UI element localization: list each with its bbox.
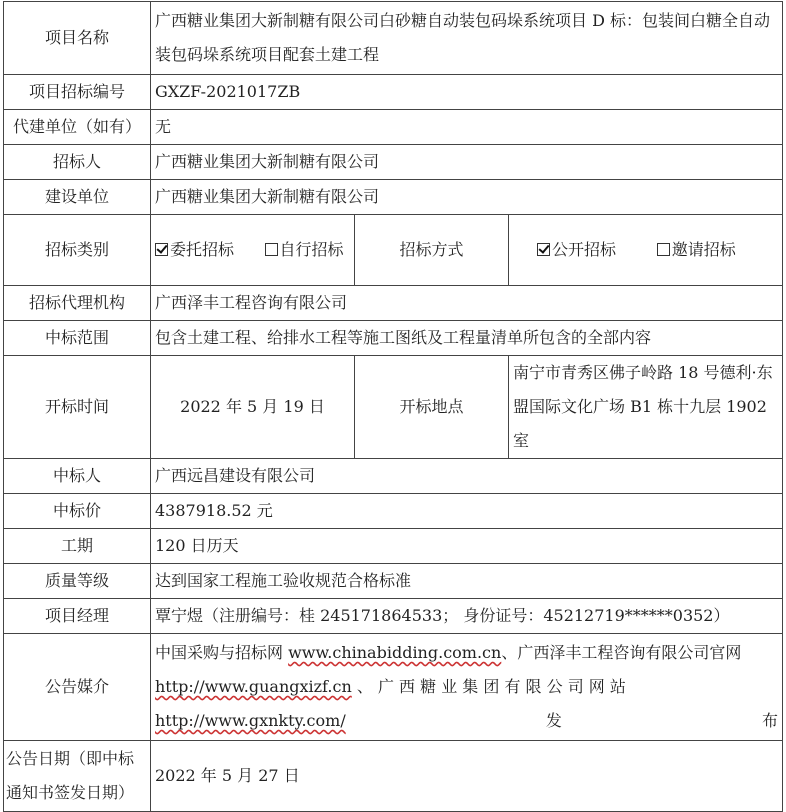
tender-type-options (151, 215, 355, 286)
row-tender-no (4, 75, 783, 110)
media-value (151, 634, 783, 741)
opening-date: 2022 年 5 月 19 日 (151, 356, 355, 459)
row-agency (4, 286, 783, 321)
media-text-4: 发布 (345, 711, 778, 730)
option-entrusted[interactable] (155, 240, 234, 259)
period-value: 120 日历天 (151, 529, 783, 564)
notice-date-label: 公告日期（即中标通知书签发日期） (4, 741, 151, 812)
opening-place-label: 开标地点 (355, 356, 509, 459)
tender-method-label: 招标方式 (355, 215, 509, 286)
tender-no-label: 项目招标编号 (4, 75, 151, 110)
media-text-2: 、广西泽丰工程咨询有限公司官网 (501, 643, 742, 662)
media-link-chinabidding[interactable]: www.chinabidding.com.cn (288, 643, 502, 662)
scope-label: 中标范围 (4, 321, 151, 356)
row-quality (4, 564, 783, 599)
media-label: 公告媒介 (4, 634, 151, 741)
scope-value: 包含土建工程、给排水工程等施工图纸及工程量清单所包含的全部内容 (151, 321, 783, 356)
quality-value: 达到国家工程施工验收规范合格标准 (151, 564, 783, 599)
builder-label: 建设单位 (4, 180, 151, 215)
row-notice-date (4, 741, 783, 812)
agency-label: 招标代理机构 (4, 286, 151, 321)
opening-place: 南宁市青秀区佛子岭路 18 号德利·东盟国际文化广场 B1 栋十九层 1902 室 (509, 356, 783, 459)
option-invite-label: 邀请招标 (671, 240, 736, 259)
tender-method-options (509, 215, 783, 286)
agent-unit-value: 无 (151, 110, 783, 145)
agency-value: 广西泽丰工程咨询有限公司 (151, 286, 783, 321)
price-label: 中标价 (4, 494, 151, 529)
manager-value: 覃宁煜（注册编号：桂 245171864533； 身份证号：45212719******0352） (151, 599, 783, 634)
row-project-name (4, 2, 783, 75)
builder-value: 广西糖业集团大新制糖有限公司 (151, 180, 783, 215)
project-name-value: 广西糖业集团大新制糖有限公司白砂糖自动装包码垛系统项目 D 标：包装间白糖全自动装包码垛系统项目配套土建工程 (151, 2, 783, 75)
row-agent-unit (4, 110, 783, 145)
option-open[interactable] (537, 240, 616, 259)
option-open-label: 公开招标 (552, 240, 617, 259)
project-name-label: 项目名称 (4, 2, 151, 75)
row-tenderer (4, 145, 783, 180)
tenderer-value: 广西糖业集团大新制糖有限公司 (151, 145, 783, 180)
option-entrusted-label: 委托招标 (170, 240, 235, 259)
tenderer-label: 招标人 (4, 145, 151, 180)
row-opening (4, 356, 783, 459)
tender-type-label: 招标类别 (4, 215, 151, 286)
media-link-gxnkty[interactable]: http://www.gxnkty.com/ (155, 711, 346, 730)
bid-result-table (3, 1, 783, 812)
row-scope (4, 321, 783, 356)
manager-label: 项目经理 (4, 599, 151, 634)
checkbox-checked-icon (537, 243, 550, 256)
checkbox-checked-icon (155, 243, 168, 256)
option-self-label: 自行招标 (279, 240, 344, 259)
opening-label: 开标时间 (4, 356, 151, 459)
checkbox-empty-icon (657, 243, 670, 256)
row-builder (4, 180, 783, 215)
checkbox-empty-icon[interactable] (265, 243, 278, 256)
media-text-1: 中国采购与招标网 (155, 643, 289, 662)
media-text-3: 、 广 西 糖 业 集 团 有 限 公 司 网 站 (351, 677, 626, 696)
row-winner (4, 459, 783, 494)
winner-value: 广西远昌建设有限公司 (151, 459, 783, 494)
notice-date-value: 2022 年 5 月 27 日 (151, 741, 783, 812)
row-manager (4, 599, 783, 634)
option-invite[interactable] (657, 240, 736, 259)
price-value: 4387918.52 元 (151, 494, 783, 529)
period-label: 工期 (4, 529, 151, 564)
row-price (4, 494, 783, 529)
media-link-guangxizf[interactable]: http://www.guangxizf.cn (155, 677, 352, 696)
quality-label: 质量等级 (4, 564, 151, 599)
row-media (4, 634, 783, 741)
row-tender-type (4, 215, 783, 286)
row-period (4, 529, 783, 564)
winner-label: 中标人 (4, 459, 151, 494)
tender-no-value: GXZF-2021017ZB (151, 75, 783, 110)
agent-unit-label: 代建单位（如有） (4, 110, 151, 145)
